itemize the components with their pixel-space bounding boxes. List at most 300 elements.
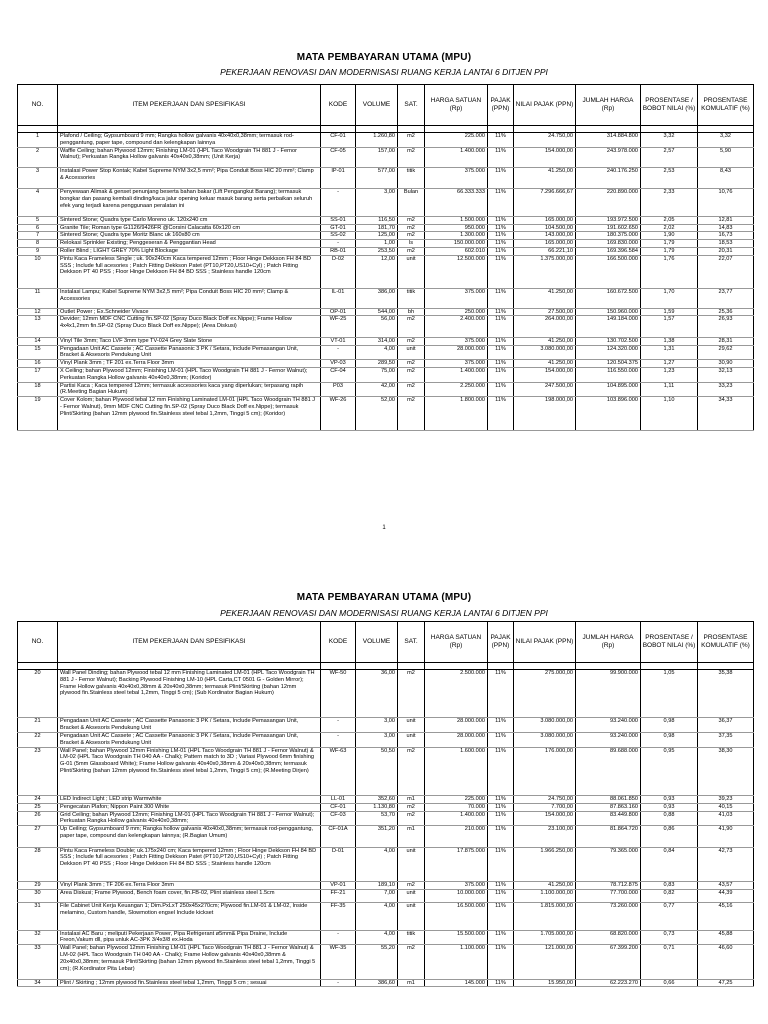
row-jumlah-harga: 77.700.000 [576,889,641,902]
table-header-row [18,85,754,126]
row-kode: SS-01 [321,216,356,224]
row-volume: 157,00 [356,147,398,167]
row-jumlah-harga: 87.863.160 [576,803,641,811]
row-description: Pintu Kaca Frameless Single ; uk. 90x240cm Kaca tempered 12mm ; Floor Hinge Dekkson FH 84 BD SSS ; Include full acesories ; Patch Fitting Dekkson Patet (PT10,PT20,US10+Cyl) ; Patch Fitting Dekkson PT 40 PSS ; Floor Hinge Dekkson FH 84 BD SSS ; Stainless handle 120cm [58,255,321,288]
row-description: Instalasi Power Stop Kontak; Kabel Supreme NYM 3x2,5 mm²; Pipa Conduit Boss HIC 20 mm²; Clamp & Accessories [58,167,321,188]
page-subtitle: PEKERJAAN RENOVASI DAN MODERNISASI RUANG KERJA LANTAI 6 DITJEN PPI [220,608,548,618]
col-header-jumlah: JUMLAH HARGA (Rp) [576,622,641,663]
row-description: Sintered Stone; Quadra type Carlo Moreno uk. 120x240 cm [58,216,321,224]
row-satuan: m1 [398,826,425,847]
table-row [18,240,754,248]
row-satuan: unit [398,847,425,881]
table-row [18,889,754,902]
row-no: 17 [18,367,58,382]
row-kumulatif: 47,25 [698,979,754,987]
row-kumulatif: 43,57 [698,881,754,889]
row-no: 30 [18,889,58,902]
table-header-row [18,622,754,663]
row-satuan: unit [398,732,425,747]
row-kumulatif: 40,15 [698,803,754,811]
row-bobot: 1,27 [641,360,698,368]
row-volume: 577,00 [356,167,398,188]
row-description: Wall Panel Dinding; bahan Plywood tebal 12 mm Finishing Laminated LM-01 (HPL Taco Woodgrain TH 881 J - Fernor Walnut); Backing Plywood Finishing LM-10 (HPL Carta,CT 0501 G - Golden Mirror); Frame Hollow galvanis 40x40x0,38mm & 20x40x0,38mm; termasuk Plint/Skirting (bahan 12mm plywood fin.Stainless steel tebal 1,2mm, Tinggi 5 cm); (Sub Kordinator Bagian Hukum) [58,670,321,718]
row-description: Penyewaan Alimak & genset penunjang beserta bahan bakar (Lift Pengangkut Barang); termasuk bongkar dan pasang kembali dinding/kaca jalur opening keluar masuk barang serta perbaikan seluruh efek yang terjadi karena penggunaan peralatan ini [58,189,321,216]
row-kumulatif: 16,73 [698,232,754,240]
row-harga-satuan: 70.000 [425,803,488,811]
row-no: 7 [18,232,58,240]
row-nilai-pajak: 24.750,00 [514,133,576,148]
col-header-kumulatif: PROSENTASE KOMULATIF (%) [698,85,754,126]
row-volume: 56,00 [356,316,398,337]
row-volume: 3,00 [356,718,398,733]
row-harga-satuan: 375.000 [425,881,488,889]
row-jumlah-harga: 103.896.000 [576,397,641,431]
col-header-item: ITEM PEKERJAAN DAN SPESIFIKASI [58,622,321,663]
row-jumlah-harga: 220.890.000 [576,189,641,216]
row-satuan: titik [398,167,425,188]
table-row [18,881,754,889]
row-harga-satuan: 1.300.000 [425,232,488,240]
row-pajak: 11% [488,382,514,397]
row-kode: - [321,345,356,360]
row-bobot: 1,10 [641,397,698,431]
row-description: File Cabinet Unit Kerja Keuangan 1; Dim.PxLxT 250x45x270cm; Plywood fin.LM-01 & LM-02, Inside melamino, Custom handle, Slowmotion engsel Include kickset [58,903,321,930]
row-description: Devider; 12mm MDF CNC Cutting fin.SP-02 (Spray Duco Black Doff ex.Nippe); Frame Hollow 4x4x1,2mm fin.SP-02 (Spray Duco Black Doff ex.Nippe); (Area Diskusi) [58,316,321,337]
table-row [18,826,754,847]
row-jumlah-harga: 104.895.000 [576,382,641,397]
row-no: 9 [18,247,58,255]
row-kumulatif: 12,81 [698,216,754,224]
spacer-cell [18,126,58,133]
row-kode: - [321,732,356,747]
row-bobot: 1,38 [641,337,698,345]
row-satuan: ls [398,240,425,248]
row-kumulatif: 18,53 [698,240,754,248]
row-nilai-pajak: 1.815.000,00 [514,903,576,930]
row-harga-satuan: 66.333.333 [425,189,488,216]
row-satuan: titik [398,930,425,945]
table-row [18,224,754,232]
row-description: Grid Ceiling; bahan Plywood 12mm; Finishing LM-01 (HPL Taco Woodgrain TH 881 J - Fernor Walnut); Perkuatan Rangka Hollow galvanis 40x40x0,38mm; [58,811,321,826]
row-pajak: 11% [488,803,514,811]
row-kode: WF-50 [321,670,356,718]
row-pajak: 11% [488,945,514,979]
row-description: Wall Panel; bahan Plywood 12mm Finishing LM-01 (HPL Taco Woodgrain TH 881 J - Fernor Walnut) & LM-02 (HPL Taco Woodgrain TH 040 AA - Chalk); Frame Hollow galvanis 40x40x0,38mm & 20x40x0,38mm; termasuk Plint/Skirting (bahan 12mm plywood fin.Stainless steel tebal 1,2mm, Tinggi 5 cm); (R.Kordinator Pita Lebar) [58,945,321,979]
row-kumulatif: 33,23 [698,382,754,397]
row-satuan: m2 [398,811,425,826]
row-bobot: 2,53 [641,167,698,188]
table-row [18,147,754,167]
row-pajak: 11% [488,133,514,148]
row-nilai-pajak: 165.000,00 [514,216,576,224]
row-no: 18 [18,382,58,397]
row-bobot: 0,82 [641,889,698,902]
row-no: 19 [18,397,58,431]
row-kumulatif: 45,16 [698,903,754,930]
col-header-item: ITEM PEKERJAAN DAN SPESIFIKASI [58,85,321,126]
row-bobot: 1,57 [641,316,698,337]
row-description: Roller Blind ; LIGHT GREY 70% Light Blockage [58,247,321,255]
spacer-cell [18,663,58,670]
row-pajak: 11% [488,881,514,889]
mpu-table [17,621,754,987]
col-header-bobot: PROSENTASE / BOBOT NILAI (%) [641,85,698,126]
row-no: 24 [18,795,58,803]
row-kode: IP-01 [321,167,356,188]
row-jumlah-harga: 160.672.500 [576,289,641,308]
row-pajak: 11% [488,889,514,902]
row-jumlah-harga: 180.375.000 [576,232,641,240]
row-nilai-pajak: 66.221,10 [514,247,576,255]
spacer-cell [576,663,641,670]
row-no: 25 [18,803,58,811]
row-pajak: 11% [488,847,514,881]
row-no: 10 [18,255,58,288]
row-nilai-pajak: 3.080.000,00 [514,732,576,747]
row-satuan: m2 [398,382,425,397]
row-nilai-pajak: 3.080.000,00 [514,718,576,733]
row-jumlah-harga: 78.712.875 [576,881,641,889]
row-no: 3 [18,167,58,188]
row-pajak: 11% [488,247,514,255]
row-satuan: m2 [398,216,425,224]
row-pajak: 11% [488,189,514,216]
row-satuan: titik [398,289,425,308]
row-description: Vinyl Plank 3mm ; TF 201 ex.Terra Floor 3mm [58,360,321,368]
row-nilai-pajak: 24.750,00 [514,795,576,803]
row-pajak: 11% [488,397,514,431]
row-volume: 3,00 [356,732,398,747]
row-harga-satuan: 1.400.000 [425,147,488,167]
row-no: 12 [18,308,58,316]
row-bobot: 3,32 [641,133,698,148]
row-description: Area Diskusi; Frame Plywood, Bench foam cover, fin.FB-02, Plint stainless steel 1.5cm [58,889,321,902]
row-volume: 4,00 [356,930,398,945]
row-kumulatif: 3,32 [698,133,754,148]
row-no: 8 [18,240,58,248]
row-nilai-pajak: 154.000,00 [514,811,576,826]
row-no: 26 [18,811,58,826]
row-kumulatif: 23,77 [698,289,754,308]
row-nilai-pajak: 7.296.666,67 [514,189,576,216]
table-row [18,360,754,368]
page-subtitle: PEKERJAAN RENOVASI DAN MODERNISASI RUANG KERJA LANTAI 6 DITJEN PPI [220,67,548,77]
row-jumlah-harga: 93.240.000 [576,718,641,733]
table-row [18,795,754,803]
row-kode: - [321,979,356,987]
row-kode: CF-04 [321,367,356,382]
row-jumlah-harga: 88.061.850 [576,795,641,803]
row-harga-satuan: 1.100.000 [425,945,488,979]
row-kode: - [321,240,356,248]
row-bobot: 2,57 [641,147,698,167]
row-jumlah-harga: 67.399.200 [576,945,641,979]
col-header-nilai: NILAI PAJAK (PPN) [514,622,576,663]
row-volume: 4,00 [356,847,398,881]
row-bobot: 0,84 [641,847,698,881]
row-pajak: 11% [488,316,514,337]
row-no: 14 [18,337,58,345]
row-jumlah-harga: 124.320.000 [576,345,641,360]
row-nilai-pajak: 143.000,00 [514,232,576,240]
row-harga-satuan: 10.000.000 [425,889,488,902]
spacer-cell [425,663,488,670]
spacer-cell [488,126,514,133]
row-kumulatif: 14,83 [698,224,754,232]
row-kode: CF-05 [321,147,356,167]
spacer-cell [398,663,425,670]
spacer-cell [488,663,514,670]
col-header-jumlah: JUMLAH HARGA (Rp) [576,85,641,126]
row-bobot: 1,79 [641,240,698,248]
row-jumlah-harga: 79.365.000 [576,847,641,881]
row-kode: WF-63 [321,747,356,795]
row-satuan: m2 [398,803,425,811]
row-description: Outlet Power ; Ex.Schneider Vivace [58,308,321,316]
row-kode: D-02 [321,255,356,288]
row-bobot: 0,98 [641,732,698,747]
row-satuan: m2 [398,881,425,889]
row-kode: FF-21 [321,889,356,902]
row-description: Instalasi AC Baru ; meliputi Pekerjaan Power, Pipa Refrigerant ø5mm& Pipa Draine, Include Freon,Vakum dll, pipa unluk AC-3PK 3/4x3/8 ex.Hoda [58,930,321,945]
table-row [18,189,754,216]
row-harga-satuan: 950.000 [425,224,488,232]
row-bobot: 0,86 [641,826,698,847]
spacer-cell [576,126,641,133]
row-nilai-pajak: 104.500,00 [514,224,576,232]
row-nilai-pajak: 1.100.000,00 [514,889,576,902]
spacer-cell [514,663,576,670]
spacer-cell [58,663,321,670]
table-row [18,803,754,811]
row-volume: 189,10 [356,881,398,889]
table-row [18,289,754,308]
col-header-volume: VOLUME [356,85,398,126]
col-header-sat: SAT. [398,85,425,126]
row-jumlah-harga: 73.260.000 [576,903,641,930]
row-kumulatif: 10,76 [698,189,754,216]
row-pajak: 11% [488,811,514,826]
row-kumulatif: 44,39 [698,889,754,902]
table-row [18,133,754,148]
row-kode: P03 [321,382,356,397]
row-nilai-pajak: 41.250,00 [514,167,576,188]
row-bobot: 1,59 [641,308,698,316]
row-nilai-pajak: 1.705.000,00 [514,930,576,945]
row-description: Granite Tile; Roman type G1126/9426FR @Corsini Calacatta 60x120 cm [58,224,321,232]
row-pajak: 11% [488,240,514,248]
row-kumulatif: 45,88 [698,930,754,945]
row-satuan: m1 [398,795,425,803]
row-bobot: 0,88 [641,811,698,826]
row-jumlah-harga: 314.884.800 [576,133,641,148]
row-satuan: m2 [398,397,425,431]
row-pajak: 11% [488,903,514,930]
table-row [18,232,754,240]
row-kode: RB-01 [321,247,356,255]
table-row [18,308,754,316]
row-bobot: 2,33 [641,189,698,216]
row-volume: 289,50 [356,360,398,368]
row-kumulatif: 32,13 [698,367,754,382]
row-satuan: m2 [398,337,425,345]
row-nilai-pajak: 27.500,00 [514,308,576,316]
row-volume: 116,50 [356,216,398,224]
row-jumlah-harga: 243.978.000 [576,147,641,167]
row-no: 27 [18,826,58,847]
row-nilai-pajak: 247.500,00 [514,382,576,397]
row-nilai-pajak: 15.950,00 [514,979,576,987]
row-nilai-pajak: 41.250,00 [514,881,576,889]
row-satuan: m2 [398,367,425,382]
row-bobot: 2,02 [641,224,698,232]
row-pajak: 11% [488,795,514,803]
row-no: 5 [18,216,58,224]
row-kode: SS-02 [321,232,356,240]
row-kode: FF-35 [321,903,356,930]
row-jumlah-harga: 149.184.000 [576,316,641,337]
row-pajak: 11% [488,167,514,188]
header-spacer-row [18,663,754,670]
row-nilai-pajak: 264.000,00 [514,316,576,337]
row-harga-satuan: 1.600.000 [425,747,488,795]
row-jumlah-harga: 68.820.000 [576,930,641,945]
table-row [18,930,754,945]
row-bobot: 0,73 [641,930,698,945]
row-pajak: 11% [488,360,514,368]
row-kumulatif: 35,38 [698,670,754,718]
row-kumulatif: 46,60 [698,945,754,979]
row-description: Waffle Ceiling; bahan Plywood 12mm; Finishing LM-01 (HPL Taco Woodgrain TH 881 J - Fernor Walnut); Perkuatan Rangka Hollow galvanis 40x40x0,38mm; (Unit Kerja) [58,147,321,167]
row-kumulatif: 36,37 [698,718,754,733]
col-header-bobot: PROSENTASE / BOBOT NILAI (%) [641,622,698,663]
col-header-no: NO. [18,622,58,663]
col-header-volume: VOLUME [356,622,398,663]
page-title: MATA PEMBAYARAN UTAMA (MPU) [296,52,472,63]
row-pajak: 11% [488,147,514,167]
table-row [18,718,754,733]
row-bobot: 0,93 [641,795,698,803]
row-kumulatif: 42,73 [698,847,754,881]
row-no: 32 [18,930,58,945]
row-description: Pengadaan Unit AC Cassete ; AC Cassette Panasonic 3 PK / Setara, Include Pemasangan Unit, Bracket & Aksesoris Pendukung Unit [58,345,321,360]
col-header-kode: KODE [321,622,356,663]
row-jumlah-harga: 93.240.000 [576,732,641,747]
row-pajak: 11% [488,718,514,733]
row-kumulatif: 29,62 [698,345,754,360]
row-pajak: 11% [488,747,514,795]
row-description: Cover Kolom; bahan Plywood tebal 12 mm Finishing Laminated LM-01 (HPL Taco Woodgrain TH 881 J - Fernor Walnut), 9mm MDF CNC Cutting fin.SP-02 (Spray Duco Black Doff ex.Nippe); termasuk Plint/Skirting (bahan 12mm plywood fin.Stainless steel tebal 1,2mm, Tinggi 5 cm); (Koridor) [58,397,321,431]
spacer-cell [514,126,576,133]
spacer-cell [698,663,754,670]
row-kode: WF-35 [321,945,356,979]
page-number: 1 [382,525,386,531]
row-nilai-pajak: 1.966.250,00 [514,847,576,881]
row-volume: 181,70 [356,224,398,232]
row-harga-satuan: 225.000 [425,795,488,803]
row-description: Sintered Stone; Quadra type Moritz Blanc uk 160x80 cm [58,232,321,240]
row-nilai-pajak: 3.080.000,00 [514,345,576,360]
row-harga-satuan: 2.250.000 [425,382,488,397]
table-row [18,345,754,360]
row-kumulatif: 25,36 [698,308,754,316]
row-volume: 42,00 [356,382,398,397]
row-kode: IL-01 [321,289,356,308]
row-harga-satuan: 250.000 [425,308,488,316]
row-harga-satuan: 145.000 [425,979,488,987]
row-pajak: 11% [488,345,514,360]
row-nilai-pajak: 154.000,00 [514,367,576,382]
row-kumulatif: 34,33 [698,397,754,431]
row-kode: LL-01 [321,795,356,803]
row-kumulatif: 8,43 [698,167,754,188]
row-jumlah-harga: 89.688.000 [576,747,641,795]
col-header-sat: SAT. [398,622,425,663]
row-volume: 544,00 [356,308,398,316]
col-header-nilai: NILAI PAJAK (PPN) [514,85,576,126]
row-kode: CF-01 [321,803,356,811]
row-jumlah-harga: 169.830.000 [576,240,641,248]
row-harga-satuan: 375.000 [425,360,488,368]
row-nilai-pajak: 7.700,00 [514,803,576,811]
row-pajak: 11% [488,289,514,308]
row-nilai-pajak: 275.000,00 [514,670,576,718]
row-bobot: 0,66 [641,979,698,987]
header-spacer-row [18,126,754,133]
row-bobot: 0,93 [641,803,698,811]
table-row [18,903,754,930]
row-nilai-pajak: 23.100,00 [514,826,576,847]
table-row [18,316,754,337]
row-harga-satuan: 28.000.000 [425,732,488,747]
row-jumlah-harga: 191.602.650 [576,224,641,232]
spacer-cell [321,663,356,670]
row-harga-satuan: 602.010 [425,247,488,255]
row-description: Plint / Skirting ; 12mm plywood fin.Stainless steel tebal 1,2mm, Tinggi 5 cm ; sesuai [58,979,321,987]
table-row [18,847,754,881]
row-volume: 314,00 [356,337,398,345]
row-description: Wall Panel; bahan Plywood 12mm Finishing LM-01 (HPL Taco Woodgrain TH 881 J - Fernor Walnut) & LM-02 (HPL Taco Woodgrain TH 040 AA - Chalk); Pattern match to 3D ; Variasi Plywood 6mm finishing G-01 (5mm Glassboard White); Frame Hollow galvanis 40x40x0,38mm & 20x40x0,38mm; termasuk Plint/Skirting (bahan 12mm plywood fin.Stainless steel tebal 1,2mm, Tinggi 5 cm); (R.Meeting Dirjen) [58,747,321,795]
row-no: 20 [18,670,58,718]
row-volume: 52,00 [356,397,398,431]
row-description: Partisi Kaca ; Kaca tempered 12mm; termasuk accessories kaca yang diperlukan; terpasang rapih (R.Meeting Bagian Hukum) [58,382,321,397]
row-satuan: unit [398,345,425,360]
row-kode: - [321,930,356,945]
row-nilai-pajak: 1.375.000,00 [514,255,576,288]
row-pajak: 11% [488,232,514,240]
spacer-cell [641,663,698,670]
row-kumulatif: 20,31 [698,247,754,255]
row-bobot: 1,76 [641,255,698,288]
table-row [18,732,754,747]
row-volume: 352,60 [356,795,398,803]
row-satuan: m2 [398,316,425,337]
row-no: 6 [18,224,58,232]
row-jumlah-harga: 240.176.250 [576,167,641,188]
row-kode: VP-01 [321,881,356,889]
row-no: 1 [18,133,58,148]
row-kode: CF-01 [321,133,356,148]
row-volume: 36,00 [356,670,398,718]
row-kode: VT-01 [321,337,356,345]
row-jumlah-harga: 99.900.000 [576,670,641,718]
col-header-kumulatif: PROSENTASE KOMULATIF (%) [698,622,754,663]
document-page-2 [0,565,768,1024]
row-bobot: 0,71 [641,945,698,979]
row-satuan: m2 [398,360,425,368]
col-header-kode: KODE [321,85,356,126]
row-volume: 55,20 [356,945,398,979]
